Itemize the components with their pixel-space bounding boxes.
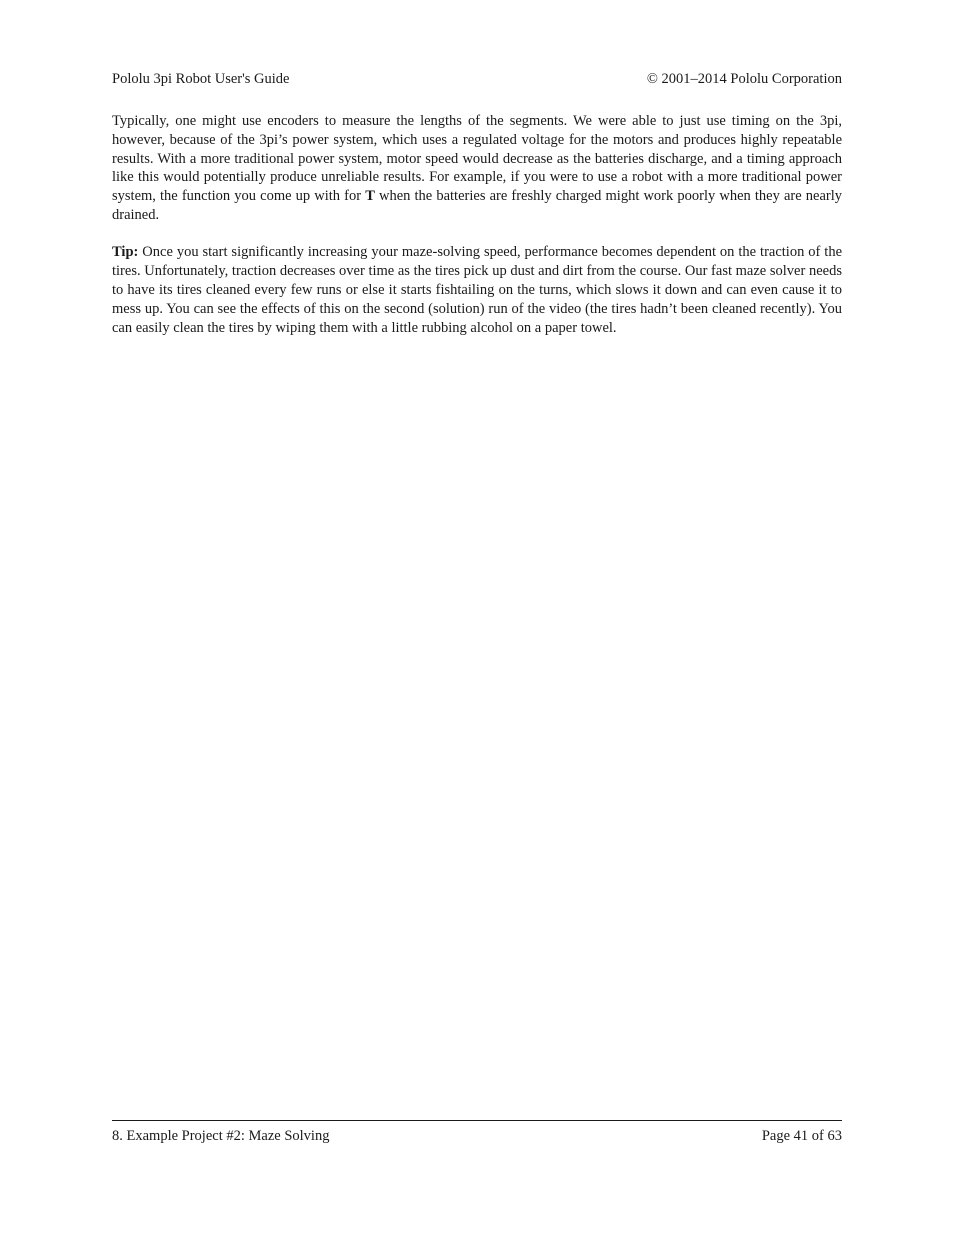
section-title: 8. Example Project #2: Maze Solving — [112, 1128, 330, 1144]
paragraph-tip — [112, 243, 842, 337]
tip-text: Once you start significantly increasing your maze-solving speed, performance becomes dependent on the traction of the tires. Unfortunately, traction decreases over time as the tires pick up dust and dirt from the course. Our fast maze solver needs to have its tires cleaned every few runs or else it starts fishtailing on the turns, which slows it down and can even cause it to mess up. You can see the effects of this on the second (solution) run of the video (the tires hadn’t been cleaned recently). You can easily clean the tires by wiping them with a little rubbing alcohol on a paper towel. — [112, 244, 842, 336]
paragraph-timing — [112, 112, 842, 225]
paragraph-timing-text-2: when the batteries are freshly charged might work poorly when they are nearly drained. — [112, 188, 842, 223]
tip-label: Tip: — [112, 244, 139, 261]
paragraph-timing-text-1: Typically, one might use encoders to measure the lengths of the segments. We were able to just use timing on the 3pi, however, because of the 3pi’s power system, which uses a regulated voltage for the motors and produces highly repeatable results. With a more traditional power system, motor speed would decrease as the batteries discharge, and a timing approach like this would potentially produce unreliable results. For example, if you were to use a robot with a more traditional power system, the function you come up with for — [112, 113, 842, 205]
page-footer — [112, 1120, 842, 1151]
page-number: Page 41 of 63 — [761, 1128, 842, 1144]
main-content — [112, 112, 842, 356]
document-title: Pololu 3pi Robot User's Guide — [112, 71, 290, 87]
copyright-notice: © 2001–2014 Pololu Corporation — [646, 71, 842, 87]
page-header — [112, 70, 842, 90]
variable-t: T — [365, 188, 375, 205]
